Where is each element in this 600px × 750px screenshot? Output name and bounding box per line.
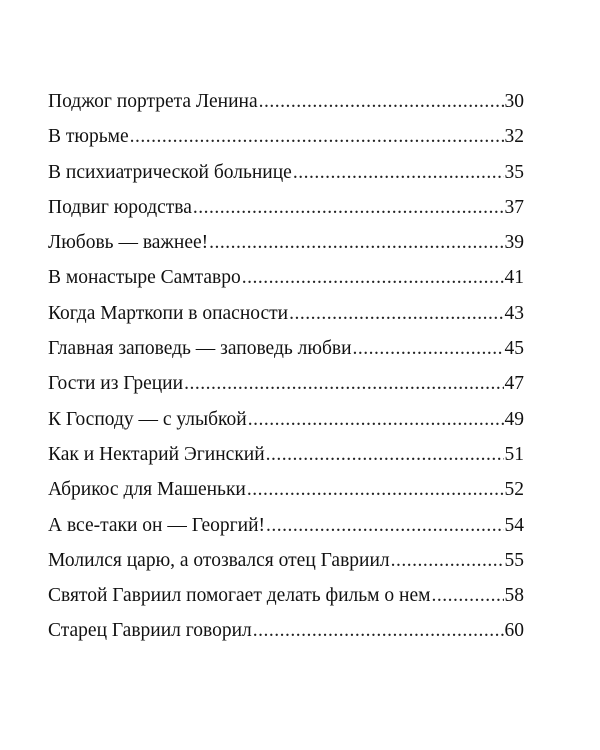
toc-entry-title: Как и Нектарий Эгинский	[48, 443, 265, 465]
toc-dot-leader	[242, 260, 504, 295]
toc-dot-leader	[253, 613, 504, 648]
toc-entry-page: 43	[504, 302, 524, 324]
toc-entry-title: К Господу — с улыбкой	[48, 408, 247, 430]
toc-dot-leader	[184, 366, 503, 401]
toc-entry-page: 54	[504, 514, 524, 536]
toc-entry-title: Поджог портрета Ленина	[48, 91, 258, 112]
toc-entry-title: Подвиг юродства	[48, 196, 192, 218]
toc-entry-title: Абрикос для Машеньки	[48, 479, 246, 501]
toc-entry-page: 58	[504, 585, 524, 607]
toc-entry	[48, 366, 524, 401]
toc-entry	[48, 155, 524, 190]
toc-entry-page: 41	[504, 267, 524, 289]
toc-entry	[48, 613, 524, 648]
toc-entry-title: А все-таки он — Георгий!	[48, 514, 266, 536]
toc-entry-page: 60	[504, 620, 524, 642]
toc-entry	[48, 260, 524, 295]
toc-entry-title: В психиатрической больнице	[48, 161, 292, 183]
toc-entry	[48, 437, 524, 472]
toc-entry-title: Святой Гавриил помогает делать фильм о нем	[48, 585, 431, 607]
toc-entry-page: 35	[504, 161, 524, 183]
toc-entry	[48, 472, 524, 507]
toc-entry	[48, 84, 524, 119]
toc-entry-page: 51	[504, 443, 524, 465]
toc-dot-leader	[259, 84, 504, 119]
toc-entry	[48, 402, 524, 437]
toc-entry-page: 47	[504, 373, 524, 395]
toc-dot-leader	[209, 225, 503, 260]
toc-entry	[48, 508, 524, 543]
toc-dot-leader	[247, 472, 504, 507]
toc-entry-title: Старец Гавриил говорил	[48, 620, 252, 642]
toc-entry-page: 37	[504, 196, 524, 218]
table-of-contents	[48, 84, 524, 649]
toc-entry-title: Гости из Греции	[48, 373, 184, 395]
toc-entry	[48, 190, 524, 225]
toc-entry-title: Главная заповедь — заповедь любви	[48, 338, 352, 360]
toc-entry-page: 52	[504, 479, 524, 501]
toc-entry-page: 45	[504, 338, 524, 360]
toc-entry-page: 55	[504, 549, 524, 571]
toc-entry-page: 49	[504, 408, 524, 430]
toc-entry	[48, 543, 524, 578]
toc-entry	[48, 119, 524, 154]
toc-entry-page: 30	[504, 91, 524, 112]
toc-entry-page: 32	[504, 126, 524, 148]
toc-entry	[48, 296, 524, 331]
toc-entry-title: Когда Марткопи в опасности	[48, 302, 289, 324]
toc-dot-leader	[391, 543, 504, 578]
toc-dot-leader	[353, 331, 504, 366]
toc-entry-title: Любовь — важнее!	[48, 232, 209, 254]
toc-dot-leader	[293, 155, 504, 190]
toc-entry	[48, 225, 524, 260]
toc-dot-leader	[130, 119, 504, 154]
toc-dot-leader	[289, 296, 503, 331]
toc-entry-title: В монастыре Самтавро	[48, 267, 241, 289]
toc-dot-leader	[431, 578, 503, 613]
toc-entry-title: В тюрьме	[48, 126, 129, 148]
toc-dot-leader	[193, 190, 504, 225]
toc-entry-page: 39	[504, 232, 524, 254]
toc-dot-leader	[266, 508, 503, 543]
toc-entry	[48, 331, 524, 366]
toc-dot-leader	[248, 402, 504, 437]
toc-entry	[48, 578, 524, 613]
toc-dot-leader	[266, 437, 504, 472]
toc-entry-title: Молился царю, а отозвался отец Гавриил	[48, 549, 390, 571]
